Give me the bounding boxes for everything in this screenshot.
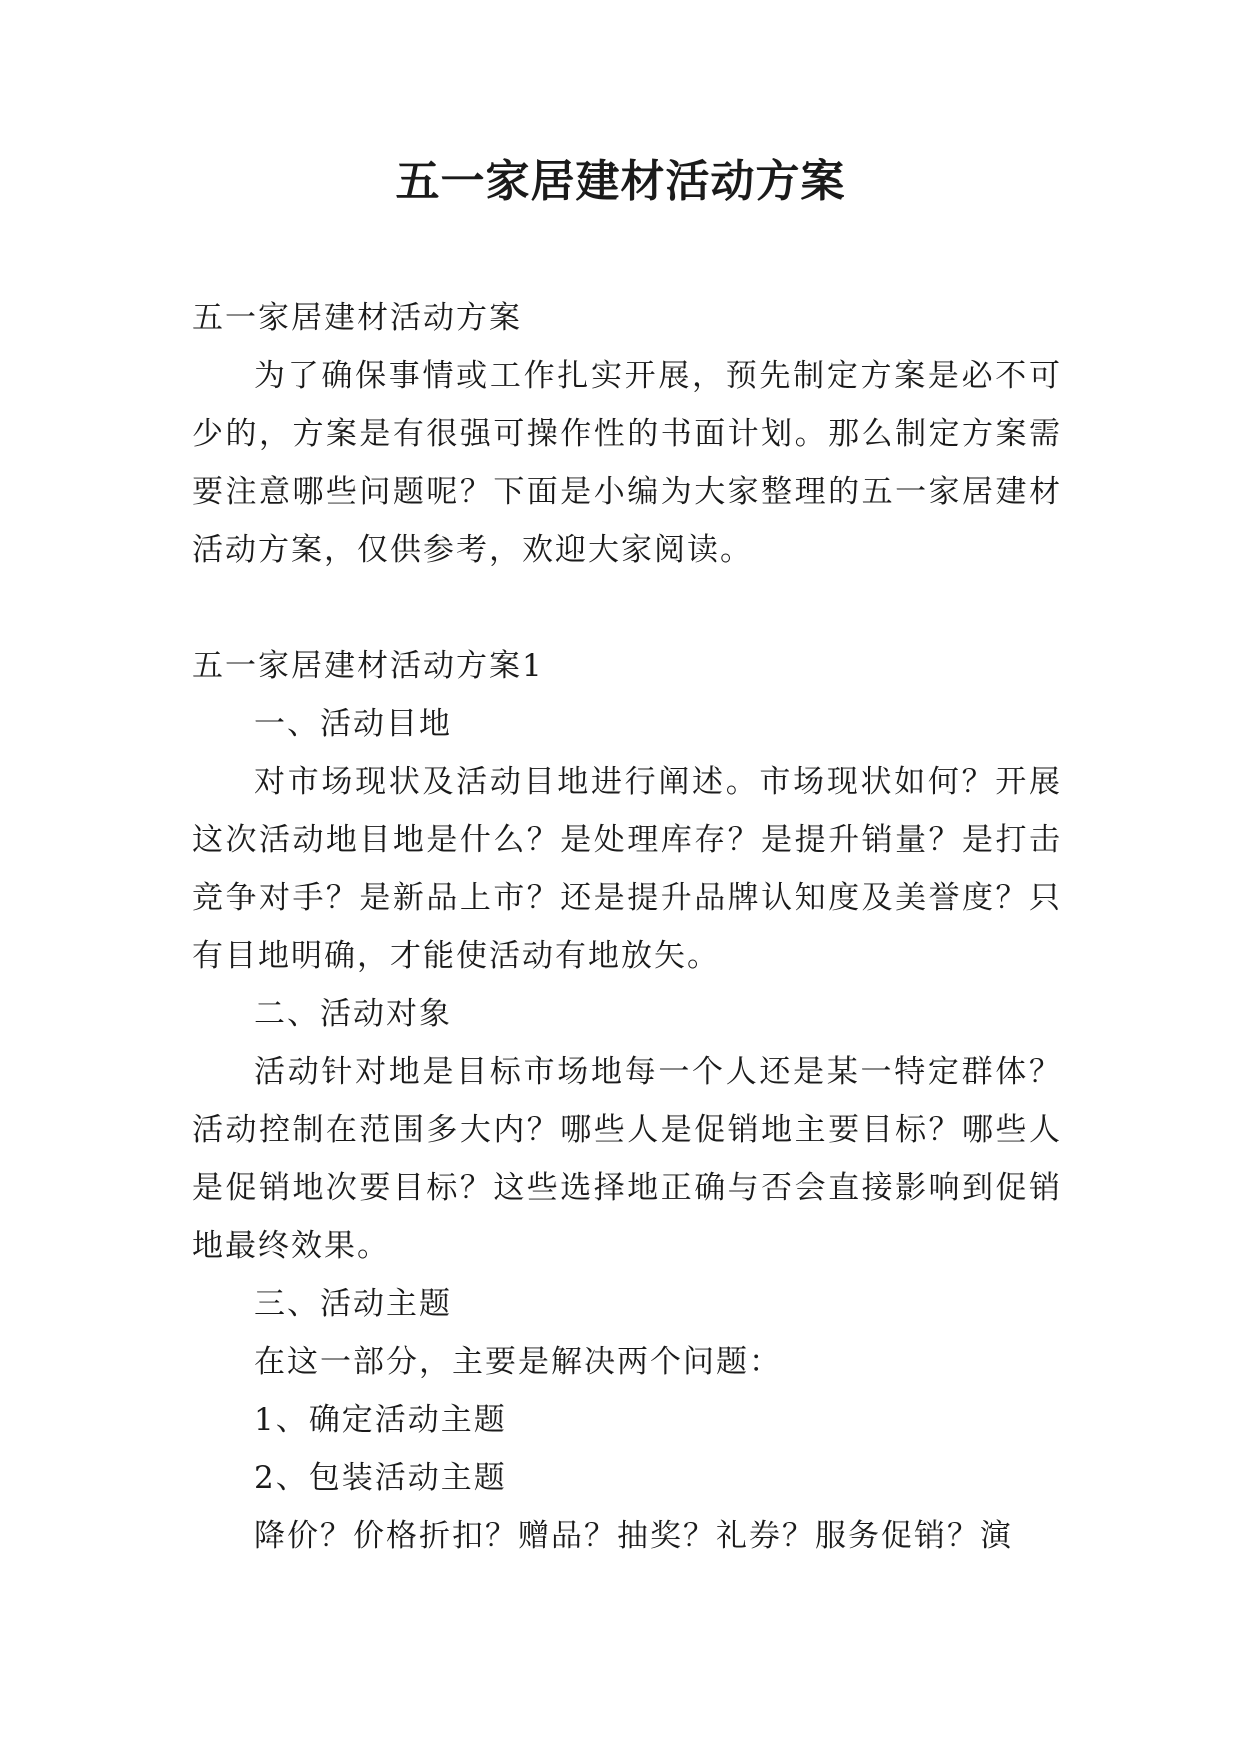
paragraph-heading: 五一家居建材活动方案 <box>192 300 522 336</box>
paragraph-target: 活动针对地是目标市场地每一个人还是某一特定群体？活动控制在范围多大内？哪些人是促销地主要目标？哪些人是促销地次要目标？这些选择地正确与否会直接影响到促销地最终效果。 <box>192 1054 1062 1264</box>
subheading-goal: 一、活动目地 <box>254 706 452 742</box>
section-heading-1: 五一家居建材活动方案1 <box>192 648 544 684</box>
subheading-theme: 三、活动主题 <box>254 1286 452 1322</box>
paragraph-theme-intro: 在这一部分，主要是解决两个问题： <box>254 1344 782 1380</box>
paragraph-goal: 对市场现状及活动目地进行阐述。市场现状如何？开展这次活动地目地是什么？是处理库存？是提升销量？是打击竞争对手？是新品上市？还是提升品牌认知度及美誉度？只有目地明确，才能使活动有地放矢。 <box>192 764 1062 974</box>
document-body <box>192 289 1062 1565</box>
paragraph-promo: 降价？价格折扣？赠品？抽奖？礼券？服务促销？演 <box>254 1518 1013 1554</box>
blank-line <box>192 579 1062 637</box>
subheading-target: 二、活动对象 <box>254 996 452 1032</box>
list-item-2: 2、包装活动主题 <box>254 1460 507 1496</box>
document-title: 五一家居建材活动方案 <box>395 156 846 207</box>
list-item-1: 1、确定活动主题 <box>254 1402 507 1438</box>
paragraph-intro: 为了确保事情或工作扎实开展，预先制定方案是必不可少的，方案是有很强可操作性的书面计划。那么制定方案需要注意哪些问题呢？下面是小编为大家整理的五一家居建材活动方案，仅供参考，欢迎大家阅读。 <box>192 358 1062 568</box>
